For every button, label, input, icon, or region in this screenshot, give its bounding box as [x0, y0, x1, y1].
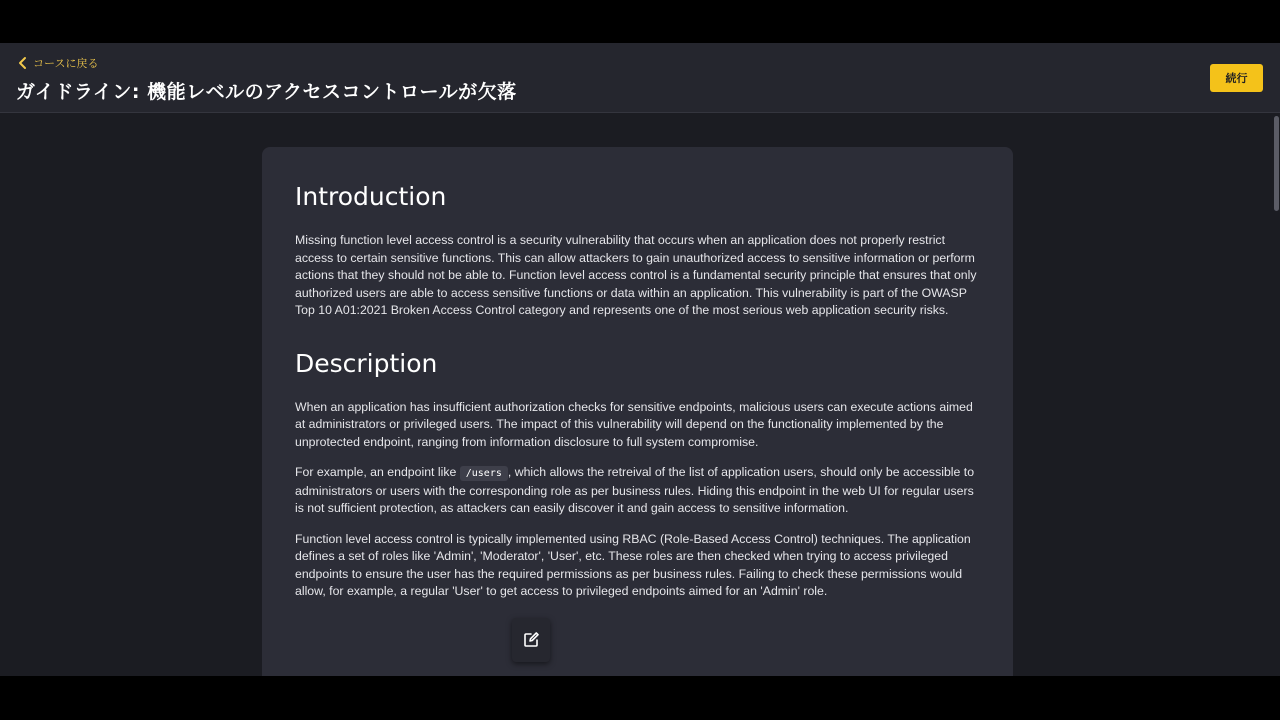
chevron-left-icon — [17, 56, 29, 70]
continue-button[interactable]: 続行 — [1210, 64, 1263, 92]
page-title: ガイドライン: 機能レベルのアクセスコントロールが欠落 — [16, 81, 517, 103]
edit-note-icon — [522, 631, 540, 649]
paragraph-text: , which allows the retreival of the list of application users, should only be accessible to administrators or users with the corresponding role as per business rules. Hiding this endpoint in the web UI for regular users is not sufficient protection, as attackers can easily discover it and gain access to sensitive information. — [295, 465, 975, 515]
back-to-course-link[interactable] — [17, 55, 98, 71]
scrollbar-thumb[interactable] — [1274, 116, 1279, 211]
inline-code-users-endpoint: /users — [460, 466, 508, 481]
description-paragraph-2 — [295, 464, 980, 518]
introduction-paragraph: Missing function level access control is a security vulnerability that occurs when an application does not properly restrict access to certain sensitive functions. This can allow attackers to gain unauthorized access to sensitive information or perform actions that they should not be able to. Function level access control is a fundamental security principle that ensures that only authorized users are able to access sensitive functions or data within an application. This vulnerability is part of the OWASP Top 10 A01:2021 Broken Access Control category and represents one of the most serious web application security risks. — [295, 233, 977, 317]
letterbox-top — [0, 0, 1280, 43]
back-link-label: コースに戻る — [33, 57, 99, 70]
description-paragraph-3: Function level access control is typically implemented using RBAC (Role-Based Access Control) techniques. The application defines a set of roles like 'Admin', 'Moderator', 'User', etc. These roles are then checked when trying to access privileged endpoints to ensure the user has the required permissions as per business rules. Failing to check these permissions would allow, for example, a regular 'User' to get access to privileged endpoints aimed for an 'Admin' role. — [295, 531, 971, 598]
description-paragraph-1: When an application has insufficient authorization checks for sensitive endpoints, malicious users can execute actions aimed at administrators or privileged users. The impact of this vulnerability will depend on the functionality implemented by the unprotected endpoint, ranging from information disclosure to full system compromise. — [295, 399, 973, 449]
app-window — [0, 43, 1280, 676]
letterbox-bottom — [0, 676, 1280, 720]
introduction-heading: Introduction — [295, 182, 447, 211]
description-heading: Description — [295, 348, 438, 378]
top-bar — [0, 43, 1280, 113]
floating-edit-button[interactable] — [512, 618, 550, 662]
paragraph-text: For example, an endpoint like — [295, 465, 460, 479]
guideline-article — [262, 147, 1013, 676]
